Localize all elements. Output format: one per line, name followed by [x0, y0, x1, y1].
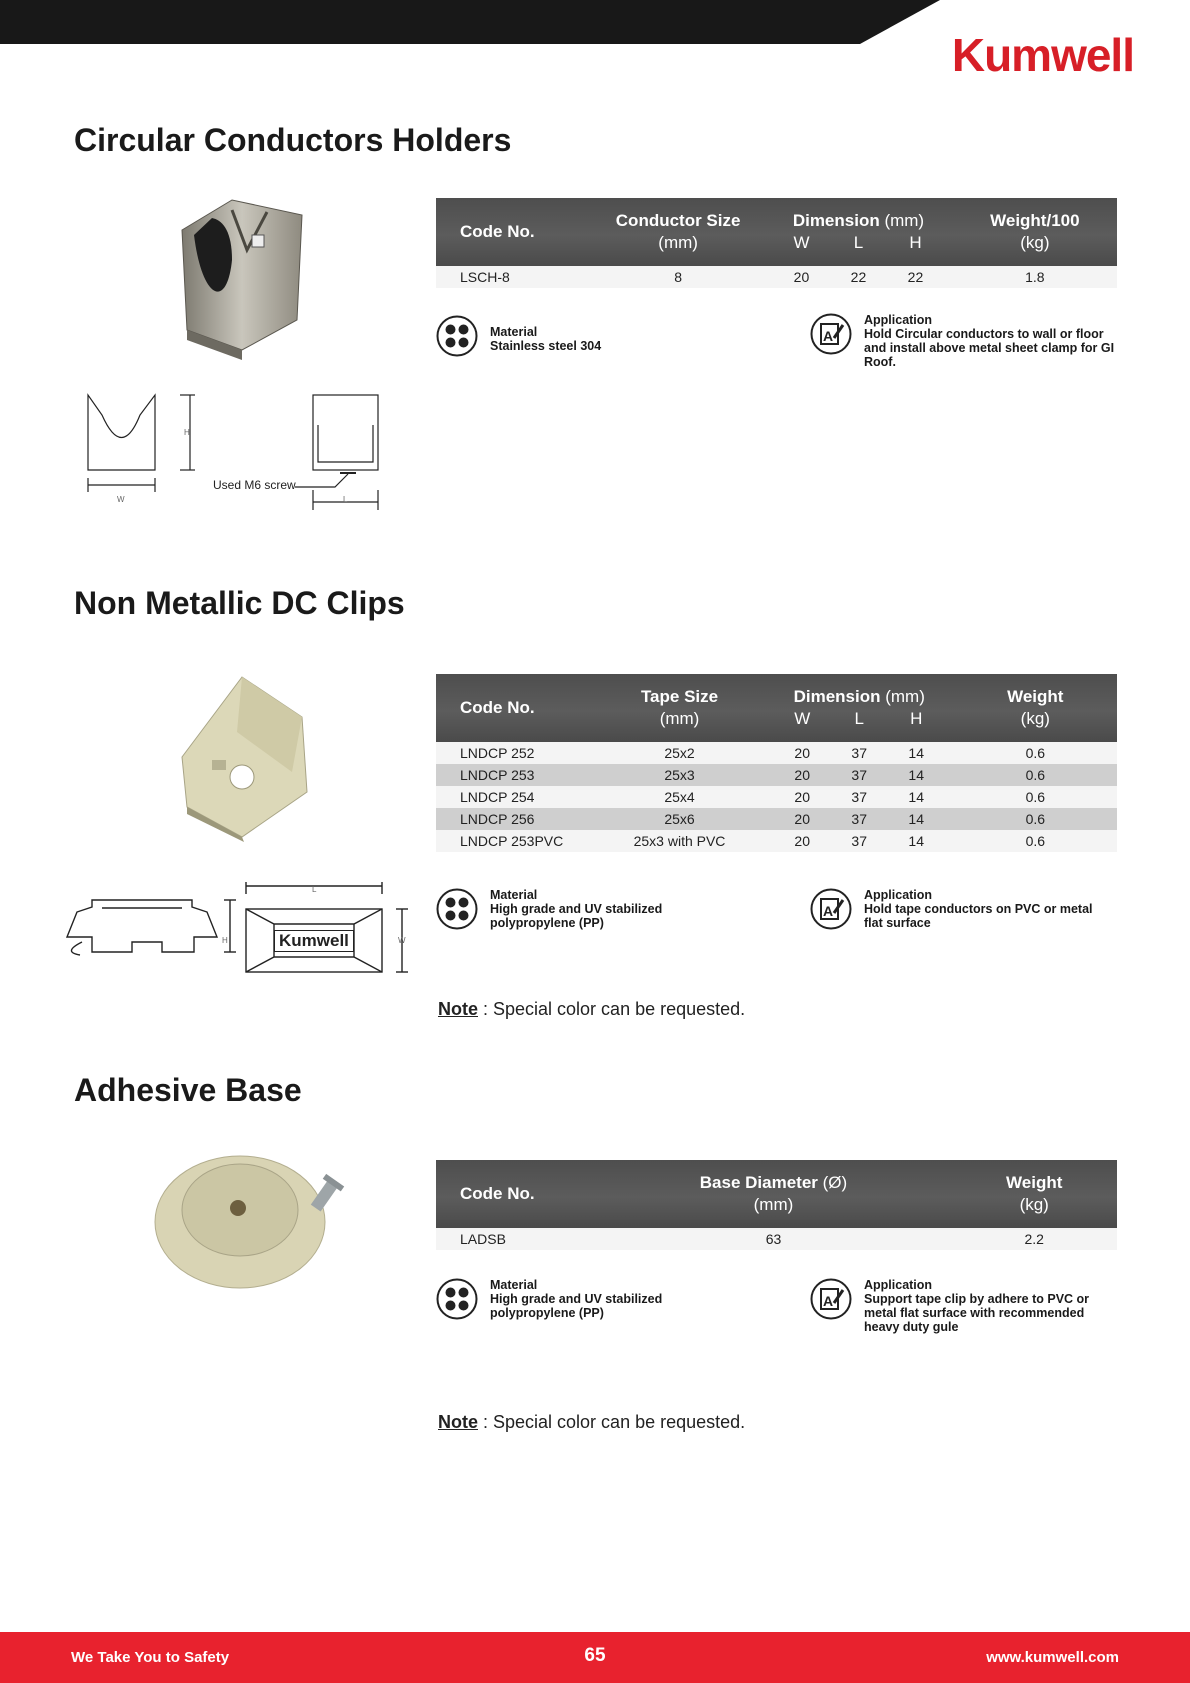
table-row: [436, 764, 1117, 786]
cell-code: LNDCP 256: [436, 808, 594, 830]
material-value: Stainless steel 304: [490, 339, 602, 353]
note-text: : Special color can be requested.: [478, 999, 746, 1019]
note-text: : Special color can be requested.: [478, 1412, 746, 1432]
page-number: 65: [584, 1645, 606, 1666]
application-value: Hold Circular conductors to wall or floor and install above metal sheet clamp for GI Roof.: [864, 327, 1115, 369]
cell-size: 25x3: [594, 764, 765, 786]
cell-code: LADSB: [436, 1228, 596, 1250]
cell-weight: 0.6: [954, 808, 1117, 830]
cell-w: 20: [794, 767, 810, 783]
head-weight: Weight/100: [990, 211, 1080, 230]
table-header: [436, 1160, 1117, 1228]
cell-weight: 2.2: [951, 1228, 1117, 1250]
material-block: [436, 1278, 766, 1320]
cell-size: 8: [592, 266, 764, 288]
cell-size: 25x3 with PVC: [594, 830, 765, 852]
dim-h-label: H: [184, 428, 190, 437]
dim-w-label: W: [117, 495, 125, 504]
head-weight-unit: (kg): [1020, 709, 1050, 728]
head-dimension: Dimension: [792, 211, 880, 230]
material-icon: [436, 888, 478, 930]
table-row: [436, 742, 1117, 764]
cell-l: 37: [851, 833, 867, 849]
cell-w: 20: [794, 811, 810, 827]
head-code: Code No.: [460, 222, 535, 241]
cell-code: LNDCP 253PVC: [436, 830, 594, 852]
cell-code: LNDCP 252: [436, 742, 594, 764]
head-size-unit: (mm): [659, 709, 700, 728]
clips-spec-table: [436, 674, 1117, 852]
cell-code: LSCH-8: [436, 266, 592, 288]
table-row: [436, 786, 1117, 808]
footer-bar: [0, 1632, 1190, 1683]
adhesive-base-photo: [150, 1150, 380, 1290]
cell-weight: 0.6: [954, 764, 1117, 786]
dim-l-label: L: [343, 495, 348, 504]
cell-l: 37: [851, 767, 867, 783]
screw-callout: Used M6 screw: [213, 478, 296, 492]
note-label: Note: [438, 999, 478, 1019]
head-diameter-unit: (mm): [753, 1195, 794, 1214]
cell-weight: 0.6: [954, 830, 1117, 852]
application-icon: [810, 888, 852, 930]
application-icon: [810, 313, 852, 355]
material-value: High grade and UV stabilized polypropylene (PP): [490, 1292, 663, 1320]
cell-h: 14: [908, 745, 924, 761]
table-row: [436, 830, 1117, 852]
head-size: Conductor Size: [615, 211, 741, 230]
cell-weight: 0.6: [954, 742, 1117, 764]
section-title-clips: Non Metallic DC Clips: [74, 585, 405, 621]
head-weight: Weight: [1006, 1173, 1063, 1192]
clip-product-photo: [172, 672, 332, 842]
base-spec-table: [436, 1160, 1117, 1250]
head-l: L: [853, 233, 864, 252]
cell-h: 22: [907, 269, 924, 285]
head-dimension-unit: (mm): [884, 211, 925, 230]
clip-dim-w: W: [398, 936, 406, 945]
cell-size: 25x4: [594, 786, 765, 808]
table-row: [436, 1228, 1117, 1250]
material-value: High grade and UV stabilized polypropylene (PP): [490, 902, 663, 930]
svg-text:A: A: [823, 1293, 834, 1309]
material-icon: [436, 315, 478, 357]
clip-dim-h: H: [222, 936, 228, 945]
note-label: Note: [438, 1412, 478, 1432]
cell-weight: 1.8: [953, 266, 1117, 288]
head-h: H: [909, 233, 922, 252]
application-block: [810, 888, 1122, 930]
cell-w: 20: [794, 789, 810, 805]
head-l: L: [854, 709, 864, 728]
table-header: [436, 198, 1117, 266]
head-diameter: Base Diameter: [699, 1173, 818, 1192]
cell-size: 25x2: [594, 742, 765, 764]
clip-dim-l: L: [312, 885, 317, 894]
head-weight: Weight: [1007, 687, 1064, 706]
cell-l: 37: [851, 745, 867, 761]
material-label: Material: [490, 325, 538, 339]
clip-dimension-drawing: [62, 882, 412, 974]
cell-weight: 0.6: [954, 786, 1117, 808]
material-label: Material: [490, 1278, 538, 1292]
material-block: [436, 888, 766, 930]
holder-product-photo: [172, 190, 312, 360]
head-dimension: Dimension: [793, 687, 881, 706]
application-label: Application: [864, 1278, 933, 1292]
svg-text:A: A: [823, 328, 834, 344]
material-icon: [436, 1278, 478, 1320]
cell-l: 37: [851, 789, 867, 805]
cell-w: 20: [794, 833, 810, 849]
svg-text:A: A: [823, 903, 834, 919]
head-diameter-symbol: (Ø): [822, 1173, 848, 1192]
clips-note: [438, 999, 745, 1020]
cell-h: 14: [908, 833, 924, 849]
application-label: Application: [864, 888, 933, 902]
cell-code: LNDCP 254: [436, 786, 594, 808]
cell-diameter: 63: [596, 1228, 952, 1250]
application-value: Support tape clip by adhere to PVC or metal flat surface with recommended heavy duty gule: [864, 1292, 1090, 1334]
footer-website[interactable]: www.kumwell.com: [986, 1649, 1119, 1666]
material-block: [436, 315, 766, 357]
material-label: Material: [490, 888, 538, 902]
application-icon: [810, 1278, 852, 1320]
application-block: [810, 1278, 1122, 1334]
head-size: Tape Size: [640, 687, 719, 706]
table-row: [436, 808, 1117, 830]
cell-h: 14: [908, 789, 924, 805]
table-row: [436, 266, 1117, 288]
head-size-unit: (mm): [658, 233, 698, 252]
head-h: H: [910, 709, 923, 728]
application-block: [810, 313, 1122, 369]
application-label: Application: [864, 313, 933, 327]
cell-size: 25x6: [594, 808, 765, 830]
footer-slogan: We Take You to Safety: [71, 1649, 230, 1666]
head-w: W: [793, 233, 810, 252]
head-dimension-unit: (mm): [885, 687, 925, 706]
head-weight-unit: (kg): [1019, 1195, 1049, 1214]
cell-l: 22: [850, 269, 867, 285]
section-title-holders: Circular Conductors Holders: [74, 122, 512, 158]
head-weight-unit: (kg): [1020, 233, 1050, 252]
cell-h: 14: [908, 811, 924, 827]
cell-w: 20: [794, 745, 810, 761]
application-value: Hold tape conductors on PVC or metal flat surface: [864, 902, 1093, 930]
head-code: Code No.: [460, 1184, 535, 1203]
section-title-base: Adhesive Base: [74, 1072, 302, 1108]
table-header: [436, 674, 1117, 742]
holders-spec-table: [436, 198, 1117, 288]
base-note: [438, 1412, 745, 1433]
cell-l: 37: [851, 811, 867, 827]
cell-h: 14: [908, 767, 924, 783]
head-code: Code No.: [460, 698, 535, 717]
brand-logo: Kumwell: [951, 29, 1134, 81]
clip-drawing-brand: Kumwell: [274, 930, 354, 952]
cell-code: LNDCP 253: [436, 764, 594, 786]
cell-w: 20: [793, 269, 810, 285]
head-w: W: [794, 709, 811, 728]
